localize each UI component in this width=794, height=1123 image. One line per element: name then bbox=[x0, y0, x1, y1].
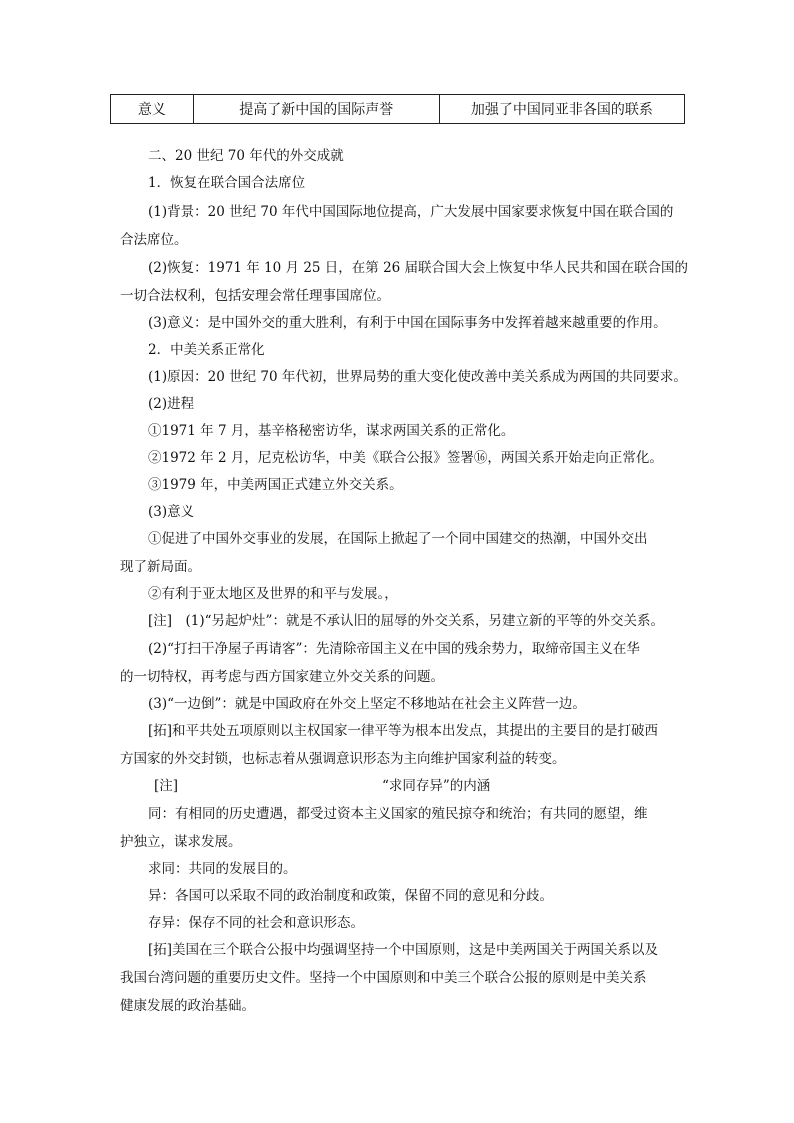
text-line: (2)“打扫干净屋子再请客”：先清除帝国主义在中国的残余势力，取缔帝国主义在华 bbox=[148, 641, 640, 657]
text-line: 健康发展的政治基础。 bbox=[120, 998, 255, 1014]
text-line: 现了新局面。 bbox=[120, 559, 201, 575]
text-line: 异：各国可以采取不同的政治制度和政策，保留不同的意见和分歧。 bbox=[148, 888, 553, 904]
table-row bbox=[111, 95, 685, 124]
text-line: ③1979 年，中美两国正式建立外交关系。 bbox=[148, 477, 403, 493]
text-line: [注] (1)“另起炉灶”：就是不承认旧的屈辱的外交关系，另建立新的平等的外交关系。 bbox=[148, 613, 664, 629]
table-cell: 加强了中国同亚非各国的联系 bbox=[439, 95, 684, 124]
text-line: 方国家的外交封锁，也标志着从强调意识形态为主向维护国家利益的转变。 bbox=[120, 751, 566, 767]
text-line: 求同：共同的发展目的。 bbox=[148, 861, 297, 877]
text-line: ②有利于亚太地区及世界的和平与发展。， bbox=[148, 586, 398, 602]
text-line: (3)“一边倒”：就是中国政府在外交上坚定不移地站在社会主义阵营一边。 bbox=[148, 696, 586, 712]
text-line: [拓]美国在三个联合公报中均强调坚持一个中国原则，这是中美两国关于两国关系以及 bbox=[148, 942, 659, 958]
text-line: (3)意义 bbox=[148, 504, 195, 520]
significance-table bbox=[110, 94, 685, 124]
text-line: (1)背景：20 世纪 70 年代中国国际地位提高，广大发展中国家要求恢复中国在联合国的 bbox=[148, 204, 674, 220]
text-line: [拓]和平共处五项原则以主权国家一律平等为根本出发点，其提出的主要目的是打破西 bbox=[148, 723, 659, 739]
text-line: 我国台湾问题的重要历史文件。坚持一个中国原则和中美三个联合公报的原则是中美关系 bbox=[120, 970, 647, 986]
text-line: ①1971 年 7 月，基辛格秘密访华，谋求两国关系的正常化。 bbox=[148, 423, 515, 439]
text-line: “求同存异”的内涵 bbox=[382, 778, 491, 794]
text-line: (2)进程 bbox=[148, 396, 195, 412]
text-line: ①促进了中国外交事业的发展，在国际上掀起了一个同中国建交的热潮，中国外交出 bbox=[148, 531, 648, 547]
text-line: 1．恢复在联合国合法席位 bbox=[148, 175, 306, 191]
text-line: (3)意义：是中国外交的重大胜利，有利于中国在国际事务中发挥着越来越重要的作用。 bbox=[148, 315, 667, 331]
text-line: 同：有相同的历史遭遇，都受过资本主义国家的殖民掠夺和统治；有共同的愿望，维 bbox=[148, 806, 648, 822]
text-line: 护独立，谋求发展。 bbox=[120, 834, 242, 850]
text-line: 二、20 世纪 70 年代的外交成就 bbox=[148, 148, 344, 164]
text-line: 2．中美关系正常化 bbox=[148, 342, 265, 358]
text-line: 合法席位。 bbox=[120, 232, 188, 248]
text-line: (1)原因：20 世纪 70 年代初，世界局势的重大变化使改善中美关系成为两国的共同要求。 bbox=[148, 369, 687, 385]
text-line: [注] bbox=[154, 778, 179, 794]
text-line: 存异：保存不同的社会和意识形态。 bbox=[148, 915, 364, 931]
text-line: (2)恢复：1971 年 10 月 25 日，在第 26 届联合国大会上恢复中华人民共和国在联合国的 bbox=[148, 260, 689, 276]
table-cell-label: 意义 bbox=[111, 95, 194, 124]
text-line: 的一切特权，再考虑与西方国家建立外交关系的问题。 bbox=[120, 669, 444, 685]
text-line: 一切合法权利，包括安理会常任理事国席位。 bbox=[120, 288, 390, 304]
table-cell: 提高了新中国的国际声誉 bbox=[193, 95, 439, 124]
text-line: ②1972 年 2 月，尼克松访华，中美《联合公报》签署⑯，两国关系开始走向正常化。 bbox=[148, 450, 663, 466]
